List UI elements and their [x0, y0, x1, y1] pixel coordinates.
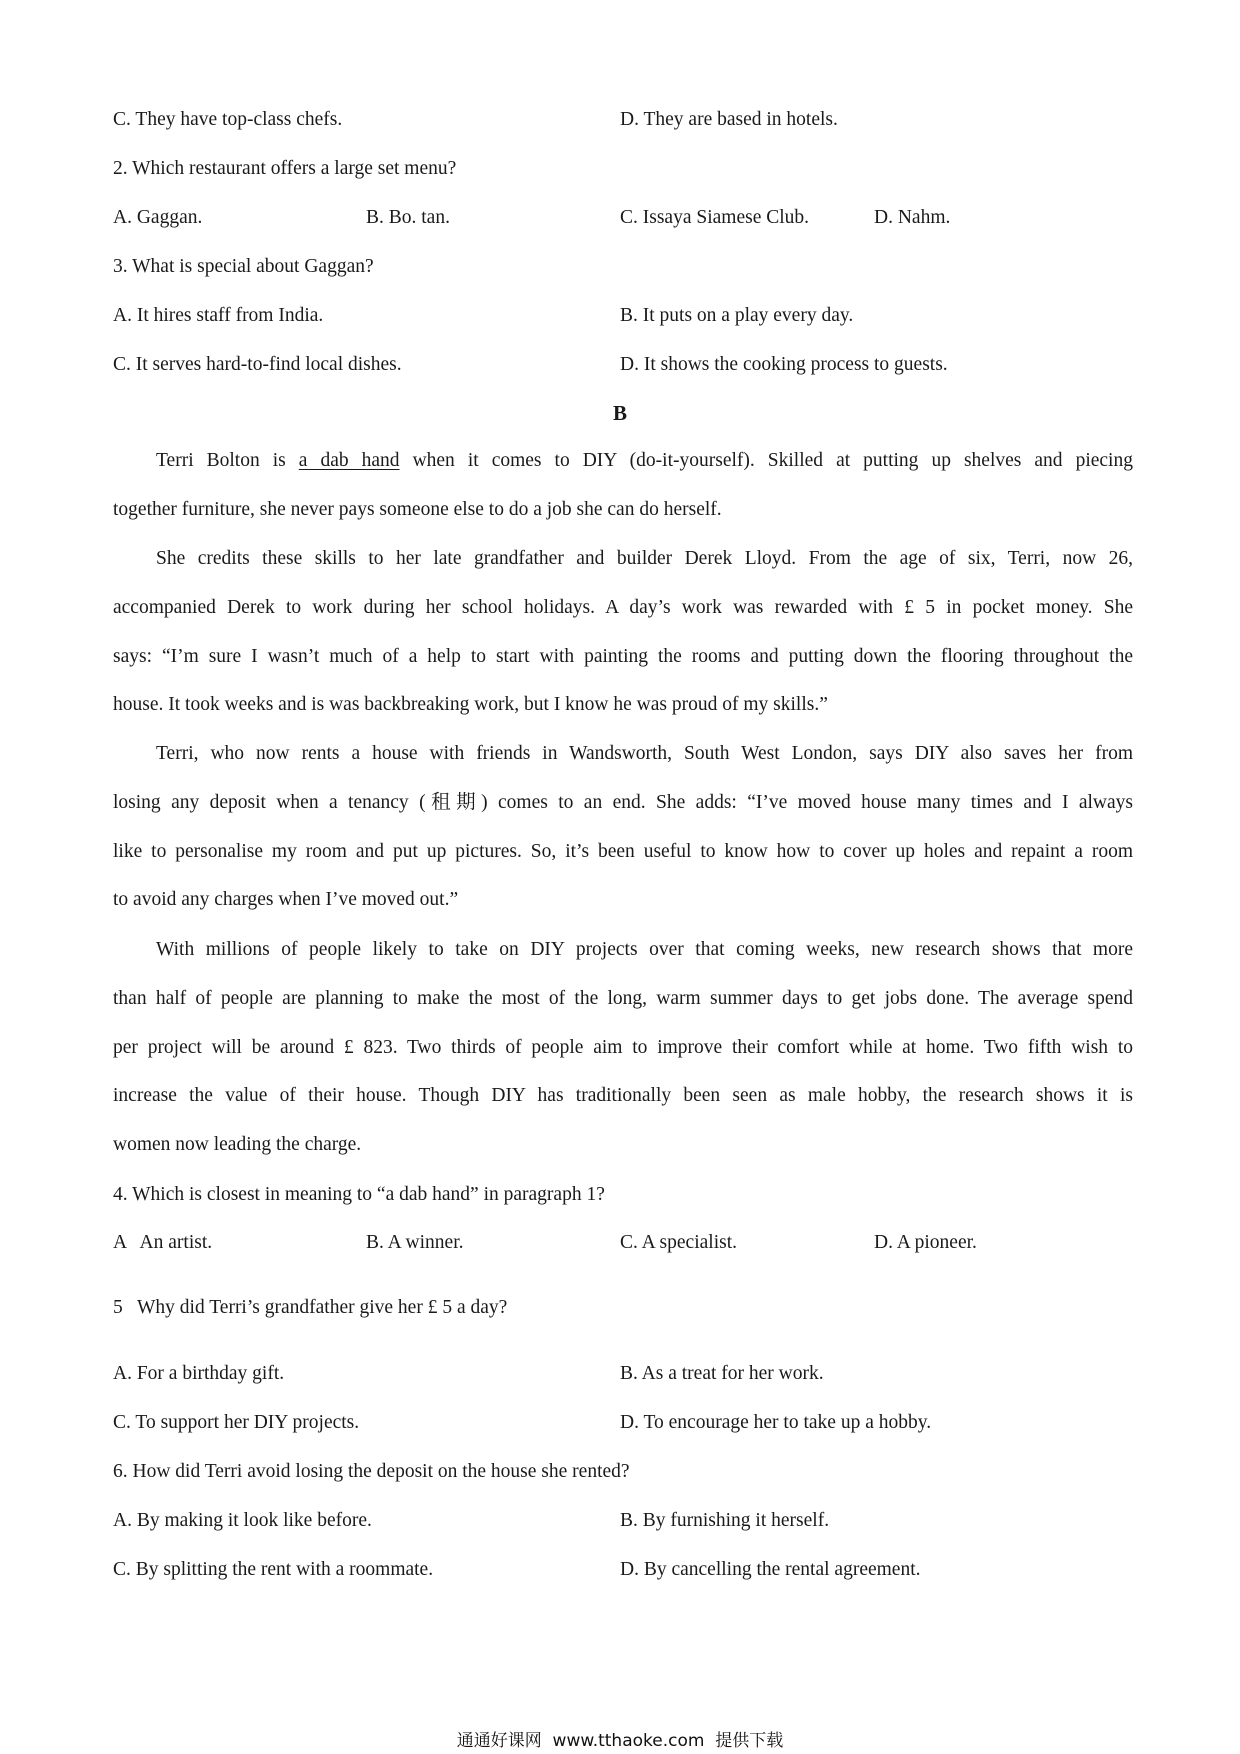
p3-line-4: to avoid any charges when I’ve moved out.”	[113, 889, 459, 911]
p1-line-2: together furniture, she never pays someone else to do a job she can do herself.	[113, 498, 722, 520]
p2-line-3: says: “I’m sure I wasn’t much of a help to start with painting the rooms and putting down the flooring throughout the	[113, 645, 1133, 667]
q5-question: 5 Why did Terri’s grandfather give her £ 5 a day?	[113, 1297, 508, 1318]
p4-line-2: than half of people are planning to make the most of the long, warm summer days to get jobs done. The average spend	[113, 987, 1133, 1009]
q3-option-a: A. It hires staff from India.	[113, 305, 324, 326]
q5-option-b: B. As a treat for her work.	[620, 1363, 824, 1384]
q2-option-b: B. Bo. tan.	[366, 207, 450, 228]
passage-paragraph-1	[113, 437, 1133, 535]
section-heading: B	[612, 401, 627, 425]
q4-option-a: A An artist.	[113, 1232, 213, 1253]
q6-option-b: B. By furnishing it herself.	[620, 1510, 830, 1531]
q6-option-d: D. By cancelling the rental agreement.	[620, 1559, 921, 1580]
q5-option-c: C. To support her DIY projects.	[113, 1412, 360, 1433]
p1-text-after: when it comes to DIY (do-it-yourself). Skilled at putting up shelves and piecing	[399, 450, 1133, 471]
q5-option-d: D. To encourage her to take up a hobby.	[620, 1412, 932, 1433]
p4-line-4: increase the value of their house. Though DIY has traditionally been seen as male hobby, the research shows it is	[113, 1085, 1133, 1107]
q6-option-a: A. By making it look like before.	[113, 1510, 372, 1531]
passage-paragraph-2	[113, 535, 1133, 730]
p3-line-3: like to personalise my room and put up pictures. So, it’s been useful to know how to cover up holes and repaint a room	[113, 840, 1133, 862]
q4-option-d: D. A pioneer.	[874, 1232, 977, 1253]
q5-option-a: A. For a birthday gift.	[113, 1363, 285, 1384]
q3-question: 3. What is special about Gaggan?	[113, 256, 374, 277]
p2-line-1: She credits these skills to her late grandfather and builder Derek Lloyd. From the age of six, Terri, now 26,	[156, 548, 1133, 569]
q2-option-c: C. Issaya Siamese Club.	[620, 207, 810, 228]
p2-line-4: house. It took weeks and is was backbreaking work, but I know he was proud of my skills.”	[113, 694, 828, 716]
footer-source: 通通好课网 www.tthaoke.com 提供下载	[456, 1731, 784, 1751]
q1-option-d: D. They are based in hotels.	[620, 109, 838, 130]
p4-line-1: With millions of people likely to take on DIY projects over that coming weeks, new research shows that more	[156, 939, 1133, 960]
q3-option-c: C. It serves hard-to-find local dishes.	[113, 354, 402, 375]
passage-paragraph-4	[113, 926, 1133, 1170]
p2-line-2: accompanied Derek to work during her school holidays. A day’s work was rewarded with £ 5 in pocket money. She	[113, 596, 1133, 618]
q4-question: 4. Which is closest in meaning to “a dab hand” in paragraph 1?	[113, 1184, 605, 1205]
passage-paragraph-3	[113, 730, 1133, 925]
q6-question: 6. How did Terri avoid losing the deposit on the house she rented?	[113, 1461, 630, 1482]
p3-line-2: losing any deposit when a tenancy (租期) comes to an end. She adds: “I’ve moved house many times and I always	[113, 791, 1133, 813]
p4-line-5: women now leading the charge.	[113, 1134, 362, 1156]
p4-line-3: per project will be around £ 823. Two thirds of people aim to improve their comfort while at home. Two fifth wish to	[113, 1036, 1133, 1058]
q2-question: 2. Which restaurant offers a large set menu?	[113, 158, 457, 179]
q1-option-c: C. They have top-class chefs.	[113, 109, 343, 130]
q3-option-b: B. It puts on a play every day.	[620, 305, 854, 326]
q6-option-c: C. By splitting the rent with a roommate.	[113, 1559, 434, 1580]
p1-text-before: Terri Bolton is	[156, 450, 299, 471]
p1-underlined-phrase: a dab hand	[298, 450, 400, 471]
p3-line-1: Terri, who now rents a house with friends in Wandsworth, South West London, says DIY also saves her from	[156, 743, 1133, 764]
q2-option-d: D. Nahm.	[874, 207, 951, 228]
q4-option-c: C. A specialist.	[620, 1232, 737, 1253]
q4-option-b: B. A winner.	[366, 1232, 464, 1253]
q2-option-a: A. Gaggan.	[113, 207, 203, 228]
q3-option-d: D. It shows the cooking process to guests.	[620, 354, 948, 375]
